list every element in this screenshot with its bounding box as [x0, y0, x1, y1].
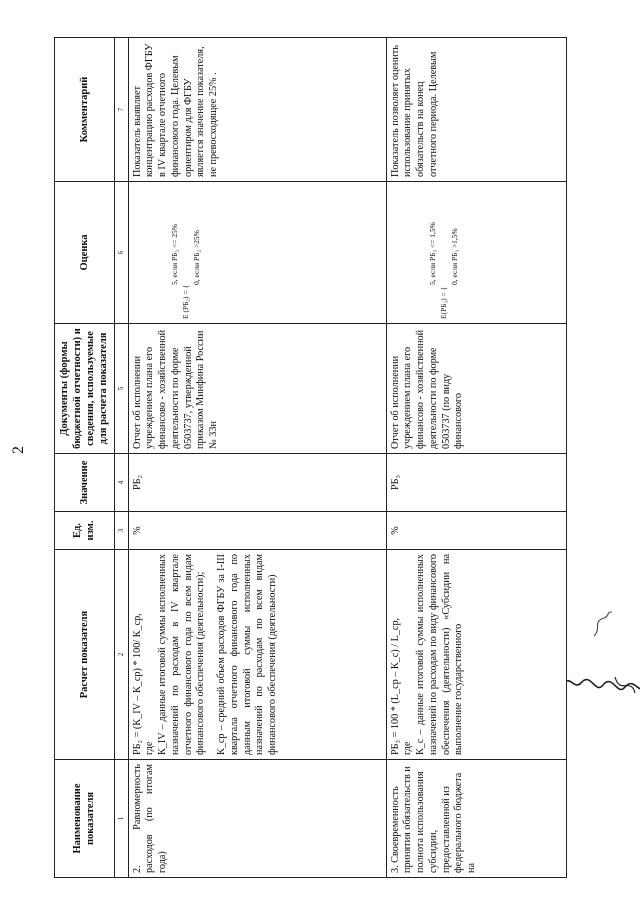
calculation-cell — [386, 550, 566, 760]
documents-cell: Отчет об исполнении учреждением плана его финансово - хозяйственной деятельности по форме 0503737, утвержденной приказом Минфина России № 33н — [128, 324, 386, 454]
formula-where: где — [402, 741, 414, 755]
definition: К_c – данные итоговой суммы исполненных назначений по расходам по виду финансового обеспечения (деятельности) «Субсидии на выполнение государственного — [415, 554, 465, 755]
handwritten-initials — [588, 610, 618, 640]
documents-cell: Отчет об исполнении учреждением плана его финансово - хозяйственной деятельности по форме 0503737 (по виду финансового — [386, 324, 566, 454]
definition: К_ср – средний объем расходов ФГБУ за I-III квартала отчетного финансового года по данным итоговой суммы исполненных назначений по расходам по всем видам финансового обеспечения (деятельности) — [216, 554, 278, 755]
column-index-row — [114, 38, 128, 878]
comment-cell: Показатель выявляет концентрацию расходов ФГБУ в IV квартале отчетного финансового года. Целевым ориентиром для ФГБУ является значение показателя, не превосходящее 25% . — [128, 38, 386, 182]
indicator-name: 2. Равномерность расходов (по итогам года) — [128, 760, 386, 878]
header-unit: Ед. изм. — [55, 512, 115, 550]
header-indicator-name: Наименование показателя — [55, 760, 115, 878]
comment-cell: Показатель позволяет оценить использование принятых обязательств на конец отчетного периода. Целевым — [386, 38, 566, 182]
rotated-table-container — [54, 38, 582, 878]
header-calculation: Расчет показателя — [55, 550, 115, 760]
grade-cell — [128, 182, 386, 324]
table-row — [128, 38, 386, 878]
grade-lhs: Е (РБ₂) = { — [180, 284, 190, 319]
grade-lhs: Е(РБ₃) = { — [438, 286, 448, 319]
indicators-table — [54, 37, 567, 878]
grade-cell — [386, 182, 566, 324]
column-index: 5 — [114, 324, 128, 454]
indicator-name: 3. Своевременность принятия обязательств и полнота использования субсидии, предоставленной из федерального бюджета на — [386, 760, 566, 878]
table-row — [386, 38, 566, 878]
page-number: 2 — [10, 446, 27, 454]
unit-cell: % — [386, 512, 566, 550]
header-grade: Оценка — [55, 182, 115, 324]
column-index: 1 — [114, 760, 128, 878]
grade-condition-fail: 0, если РБ₂ >25% — [192, 230, 201, 285]
table-header-row — [55, 38, 115, 878]
value-cell: РБ₂ — [128, 454, 386, 512]
formula: РБ₂ = (К_IV – К_ср) * 100/ К_ср, — [131, 613, 143, 755]
column-index: 2 — [114, 550, 128, 760]
definition: К_IV – данные итоговой суммы исполненных назначений по расходам в IV квартале отчетного финансового года по всем видам финансового обеспечения (деятельности); — [157, 554, 207, 755]
column-index: 3 — [114, 512, 128, 550]
formula-where: где — [144, 741, 156, 755]
header-value: Значение — [55, 454, 115, 512]
handwritten-signature — [565, 665, 640, 705]
value-cell: РБ₃ — [386, 454, 566, 512]
header-comment: Комментарий — [55, 38, 115, 182]
column-index: 7 — [114, 38, 128, 182]
column-index: 4 — [114, 454, 128, 512]
calculation-cell — [128, 550, 386, 760]
grade-condition-pass: 5, если РБ₃ <= 1,5% — [427, 222, 437, 285]
unit-cell: % — [128, 512, 386, 550]
header-documents: Документы (формы бюджетной отчетности) и сведения, используемые для расчета показателя — [55, 324, 115, 454]
formula: РБ₃ = 100 * (L_ср – К_c) / L_ср, — [389, 617, 401, 755]
column-index: 6 — [114, 182, 128, 324]
grade-condition-fail: 0, если РБ₃ >1,5% — [450, 228, 459, 285]
grade-condition-pass: 5, если РБ₂ <= 25% — [169, 223, 179, 285]
